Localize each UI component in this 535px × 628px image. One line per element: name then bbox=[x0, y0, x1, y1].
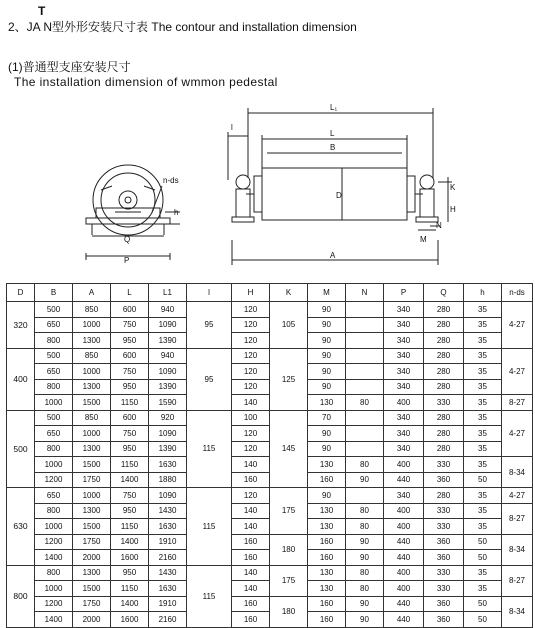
cell-L1: 1090 bbox=[149, 426, 187, 442]
cell-N bbox=[346, 488, 384, 504]
cell-N bbox=[346, 379, 384, 395]
cell-L1: 940 bbox=[149, 348, 187, 364]
cell-K: 105 bbox=[270, 302, 308, 349]
cell-A: 1300 bbox=[73, 503, 111, 519]
cell-M: 90 bbox=[308, 302, 346, 318]
cell-P: 340 bbox=[384, 333, 424, 349]
cell-n-ds: 4-27 bbox=[502, 488, 533, 504]
cell-h: 35 bbox=[464, 503, 502, 519]
cell-h: 35 bbox=[464, 565, 502, 581]
cell-L1: 1390 bbox=[149, 379, 187, 395]
cell-Q: 280 bbox=[424, 488, 464, 504]
label-H: H bbox=[450, 205, 456, 214]
cell-L: 750 bbox=[111, 488, 149, 504]
cell-D: 400 bbox=[7, 348, 35, 410]
cell-B: 1000 bbox=[35, 457, 73, 473]
cell-L1: 1090 bbox=[149, 317, 187, 333]
cell-L: 950 bbox=[111, 503, 149, 519]
cell-A: 850 bbox=[73, 348, 111, 364]
cell-P: 340 bbox=[384, 379, 424, 395]
cell-K: 180 bbox=[270, 596, 308, 627]
cell-Q: 330 bbox=[424, 519, 464, 535]
heading-superscript: T bbox=[38, 4, 46, 18]
col-header: D bbox=[7, 284, 35, 302]
cell-L: 600 bbox=[111, 302, 149, 318]
cell-L1: 1590 bbox=[149, 395, 187, 411]
cell-B: 500 bbox=[35, 410, 73, 426]
col-header: Q bbox=[424, 284, 464, 302]
cell-H: 120 bbox=[232, 441, 270, 457]
cell-L: 750 bbox=[111, 426, 149, 442]
cell-n-ds: 4-27 bbox=[502, 302, 533, 349]
cell-L: 1400 bbox=[111, 596, 149, 612]
cell-H: 140 bbox=[232, 519, 270, 535]
cell-A: 1000 bbox=[73, 364, 111, 380]
cell-A: 850 bbox=[73, 410, 111, 426]
cell-B: 1400 bbox=[35, 550, 73, 566]
cell-h: 35 bbox=[464, 457, 502, 473]
cell-l: 115 bbox=[187, 488, 232, 566]
cell-H: 120 bbox=[232, 488, 270, 504]
cell-M: 160 bbox=[308, 534, 346, 550]
cell-B: 1200 bbox=[35, 596, 73, 612]
cell-N bbox=[346, 348, 384, 364]
cell-l: 115 bbox=[187, 565, 232, 627]
cell-n-ds: 4-27 bbox=[502, 410, 533, 457]
cell-P: 340 bbox=[384, 441, 424, 457]
cell-A: 1500 bbox=[73, 519, 111, 535]
dimension-table bbox=[6, 283, 533, 628]
cell-A: 1300 bbox=[73, 565, 111, 581]
cell-L1: 1630 bbox=[149, 519, 187, 535]
cell-L: 600 bbox=[111, 348, 149, 364]
cell-h: 35 bbox=[464, 379, 502, 395]
label-P: P bbox=[124, 256, 130, 265]
cell-M: 130 bbox=[308, 503, 346, 519]
label-N: N bbox=[436, 221, 442, 230]
cell-N: 80 bbox=[346, 503, 384, 519]
cell-B: 1400 bbox=[35, 612, 73, 628]
cell-H: 140 bbox=[232, 565, 270, 581]
cell-L1: 1430 bbox=[149, 503, 187, 519]
label-L: L bbox=[330, 129, 335, 138]
cell-M: 160 bbox=[308, 550, 346, 566]
subheading-en: The installation dimension of wmmon pedestal bbox=[14, 75, 278, 89]
col-header: N bbox=[346, 284, 384, 302]
cell-P: 400 bbox=[384, 395, 424, 411]
cell-P: 340 bbox=[384, 302, 424, 318]
table-row bbox=[7, 596, 533, 612]
cell-B: 800 bbox=[35, 333, 73, 349]
cell-n-ds: 8-34 bbox=[502, 534, 533, 565]
cell-H: 160 bbox=[232, 612, 270, 628]
cell-B: 1000 bbox=[35, 395, 73, 411]
cell-L1: 1880 bbox=[149, 472, 187, 488]
cell-N: 90 bbox=[346, 472, 384, 488]
cell-N bbox=[346, 441, 384, 457]
cell-M: 90 bbox=[308, 364, 346, 380]
label-l: l bbox=[231, 123, 233, 132]
cell-B: 650 bbox=[35, 317, 73, 333]
cell-M: 130 bbox=[308, 565, 346, 581]
cell-Q: 360 bbox=[424, 596, 464, 612]
cell-h: 35 bbox=[464, 488, 502, 504]
cell-L1: 2160 bbox=[149, 550, 187, 566]
cell-M: 90 bbox=[308, 426, 346, 442]
subheading-cn: (1)普通型支座安装尺寸 bbox=[8, 60, 131, 74]
cell-K: 145 bbox=[270, 410, 308, 488]
col-header: A bbox=[73, 284, 111, 302]
cell-L1: 1390 bbox=[149, 441, 187, 457]
cell-B: 1000 bbox=[35, 519, 73, 535]
cell-n-ds: 8-34 bbox=[502, 596, 533, 627]
cell-L1: 1630 bbox=[149, 581, 187, 597]
cell-P: 400 bbox=[384, 457, 424, 473]
cell-L1: 1430 bbox=[149, 565, 187, 581]
cell-N: 90 bbox=[346, 596, 384, 612]
cell-P: 400 bbox=[384, 581, 424, 597]
cell-A: 2000 bbox=[73, 550, 111, 566]
cell-N bbox=[346, 302, 384, 318]
cell-H: 160 bbox=[232, 596, 270, 612]
cell-L1: 920 bbox=[149, 410, 187, 426]
cell-Q: 330 bbox=[424, 503, 464, 519]
cell-A: 1000 bbox=[73, 317, 111, 333]
cell-h: 35 bbox=[464, 426, 502, 442]
cell-h: 35 bbox=[464, 581, 502, 597]
col-header: M bbox=[308, 284, 346, 302]
cell-Q: 280 bbox=[424, 410, 464, 426]
col-header: L1 bbox=[149, 284, 187, 302]
cell-H: 120 bbox=[232, 317, 270, 333]
cell-L: 950 bbox=[111, 441, 149, 457]
cell-L: 1150 bbox=[111, 457, 149, 473]
cell-B: 800 bbox=[35, 503, 73, 519]
cell-H: 120 bbox=[232, 364, 270, 380]
cell-A: 1000 bbox=[73, 488, 111, 504]
cell-h: 35 bbox=[464, 317, 502, 333]
cell-h: 35 bbox=[464, 519, 502, 535]
cell-L: 950 bbox=[111, 565, 149, 581]
cell-P: 440 bbox=[384, 612, 424, 628]
cell-A: 1750 bbox=[73, 472, 111, 488]
table-header bbox=[7, 284, 533, 302]
cell-Q: 360 bbox=[424, 472, 464, 488]
cell-h: 35 bbox=[464, 410, 502, 426]
cell-K: 175 bbox=[270, 488, 308, 535]
cell-P: 340 bbox=[384, 410, 424, 426]
cell-Q: 280 bbox=[424, 379, 464, 395]
cell-L1: 1630 bbox=[149, 457, 187, 473]
cell-H: 120 bbox=[232, 426, 270, 442]
cell-Q: 280 bbox=[424, 317, 464, 333]
cell-M: 90 bbox=[308, 317, 346, 333]
cell-H: 100 bbox=[232, 410, 270, 426]
cell-H: 160 bbox=[232, 534, 270, 550]
cell-M: 90 bbox=[308, 488, 346, 504]
cell-Q: 360 bbox=[424, 612, 464, 628]
cell-Q: 280 bbox=[424, 364, 464, 380]
label-A: A bbox=[330, 251, 336, 260]
installation-drawing bbox=[0, 90, 535, 275]
cell-n-ds: 4-27 bbox=[502, 348, 533, 395]
cell-A: 1300 bbox=[73, 441, 111, 457]
label-L1: L₁ bbox=[330, 103, 338, 112]
cell-L: 1400 bbox=[111, 534, 149, 550]
cell-M: 130 bbox=[308, 519, 346, 535]
cell-L1: 1090 bbox=[149, 364, 187, 380]
cell-P: 340 bbox=[384, 348, 424, 364]
cell-N: 90 bbox=[346, 550, 384, 566]
cell-Q: 280 bbox=[424, 441, 464, 457]
cell-M: 130 bbox=[308, 457, 346, 473]
cell-A: 1300 bbox=[73, 333, 111, 349]
cell-B: 800 bbox=[35, 379, 73, 395]
cell-A: 1300 bbox=[73, 379, 111, 395]
cell-L: 950 bbox=[111, 379, 149, 395]
cell-L: 1150 bbox=[111, 581, 149, 597]
header-row bbox=[7, 284, 533, 302]
cell-A: 1750 bbox=[73, 534, 111, 550]
heading-prefix: 2、JA bbox=[8, 20, 41, 34]
table-row bbox=[7, 565, 533, 581]
cell-N bbox=[346, 364, 384, 380]
cell-M: 160 bbox=[308, 596, 346, 612]
cell-M: 130 bbox=[308, 581, 346, 597]
cell-n-ds: 8-27 bbox=[502, 503, 533, 534]
cell-L: 750 bbox=[111, 364, 149, 380]
label-D: D bbox=[336, 191, 342, 200]
cell-L: 1600 bbox=[111, 550, 149, 566]
cell-M: 160 bbox=[308, 612, 346, 628]
cell-L: 600 bbox=[111, 410, 149, 426]
cell-l: 115 bbox=[187, 410, 232, 488]
cell-N bbox=[346, 317, 384, 333]
label-K: K bbox=[450, 183, 456, 192]
cell-Q: 330 bbox=[424, 565, 464, 581]
cell-N: 80 bbox=[346, 457, 384, 473]
cell-B: 800 bbox=[35, 565, 73, 581]
cell-K: 175 bbox=[270, 565, 308, 596]
cell-B: 1200 bbox=[35, 472, 73, 488]
cell-P: 400 bbox=[384, 503, 424, 519]
cell-h: 35 bbox=[464, 441, 502, 457]
table-row bbox=[7, 410, 533, 426]
cell-M: 130 bbox=[308, 395, 346, 411]
cell-h: 50 bbox=[464, 534, 502, 550]
cell-B: 650 bbox=[35, 488, 73, 504]
label-h: h bbox=[174, 208, 179, 217]
col-header: n-ds bbox=[502, 284, 533, 302]
cell-Q: 360 bbox=[424, 550, 464, 566]
cell-N: 90 bbox=[346, 612, 384, 628]
cell-Q: 330 bbox=[424, 395, 464, 411]
cell-H: 140 bbox=[232, 503, 270, 519]
cell-D: 320 bbox=[7, 302, 35, 349]
cell-L: 1150 bbox=[111, 519, 149, 535]
col-header: B bbox=[35, 284, 73, 302]
cell-P: 340 bbox=[384, 364, 424, 380]
cell-h: 35 bbox=[464, 348, 502, 364]
cell-L1: 1090 bbox=[149, 488, 187, 504]
cell-h: 50 bbox=[464, 612, 502, 628]
cell-L1: 940 bbox=[149, 302, 187, 318]
label-n-ds: n-ds bbox=[163, 176, 179, 185]
cell-L: 1150 bbox=[111, 395, 149, 411]
cell-B: 500 bbox=[35, 302, 73, 318]
cell-h: 35 bbox=[464, 302, 502, 318]
cell-h: 35 bbox=[464, 364, 502, 380]
cell-Q: 280 bbox=[424, 426, 464, 442]
page-heading bbox=[8, 4, 357, 35]
cell-H: 140 bbox=[232, 457, 270, 473]
cell-n-ds: 8-27 bbox=[502, 395, 533, 411]
cell-B: 1200 bbox=[35, 534, 73, 550]
label-M: M bbox=[420, 235, 427, 244]
cell-N bbox=[346, 410, 384, 426]
cell-N: 90 bbox=[346, 534, 384, 550]
cell-B: 650 bbox=[35, 426, 73, 442]
cell-D: 800 bbox=[7, 565, 35, 627]
cell-N bbox=[346, 333, 384, 349]
col-header: l bbox=[187, 284, 232, 302]
cell-H: 140 bbox=[232, 395, 270, 411]
cell-L1: 1910 bbox=[149, 534, 187, 550]
cell-P: 340 bbox=[384, 426, 424, 442]
cell-H: 120 bbox=[232, 333, 270, 349]
cell-P: 440 bbox=[384, 596, 424, 612]
cell-B: 1000 bbox=[35, 581, 73, 597]
cell-P: 340 bbox=[384, 488, 424, 504]
cell-Q: 360 bbox=[424, 534, 464, 550]
cell-h: 50 bbox=[464, 550, 502, 566]
cell-L1: 2160 bbox=[149, 612, 187, 628]
cell-P: 440 bbox=[384, 534, 424, 550]
cell-Q: 330 bbox=[424, 581, 464, 597]
cell-P: 400 bbox=[384, 519, 424, 535]
cell-M: 70 bbox=[308, 410, 346, 426]
cell-h: 50 bbox=[464, 472, 502, 488]
cell-B: 500 bbox=[35, 348, 73, 364]
cell-h: 50 bbox=[464, 596, 502, 612]
table-row bbox=[7, 534, 533, 550]
cell-M: 90 bbox=[308, 379, 346, 395]
cell-N: 80 bbox=[346, 395, 384, 411]
cell-A: 850 bbox=[73, 302, 111, 318]
cell-A: 1500 bbox=[73, 581, 111, 597]
cell-L: 950 bbox=[111, 333, 149, 349]
cell-K: 125 bbox=[270, 348, 308, 410]
cell-Q: 280 bbox=[424, 333, 464, 349]
cell-H: 160 bbox=[232, 472, 270, 488]
col-header: h bbox=[464, 284, 502, 302]
cell-L: 1600 bbox=[111, 612, 149, 628]
cell-l: 95 bbox=[187, 348, 232, 410]
cell-L: 750 bbox=[111, 317, 149, 333]
col-header: H bbox=[232, 284, 270, 302]
table-row bbox=[7, 302, 533, 318]
cell-N bbox=[346, 426, 384, 442]
cell-H: 120 bbox=[232, 379, 270, 395]
cell-n-ds: 8-34 bbox=[502, 457, 533, 488]
cell-D: 630 bbox=[7, 488, 35, 566]
col-header: L bbox=[111, 284, 149, 302]
cell-n-ds: 8-27 bbox=[502, 565, 533, 596]
cell-h: 35 bbox=[464, 333, 502, 349]
cell-N: 80 bbox=[346, 565, 384, 581]
cell-D: 500 bbox=[7, 410, 35, 488]
label-B: B bbox=[330, 143, 336, 152]
cell-K: 180 bbox=[270, 534, 308, 565]
cell-L1: 1910 bbox=[149, 596, 187, 612]
heading-main: N型外形安装尺寸表 The contour and installation dimension bbox=[43, 20, 357, 34]
cell-A: 1500 bbox=[73, 457, 111, 473]
cell-P: 400 bbox=[384, 565, 424, 581]
cell-A: 1000 bbox=[73, 426, 111, 442]
col-header: K bbox=[270, 284, 308, 302]
cell-B: 800 bbox=[35, 441, 73, 457]
cell-H: 160 bbox=[232, 550, 270, 566]
table-row bbox=[7, 348, 533, 364]
table-row bbox=[7, 488, 533, 504]
cell-M: 90 bbox=[308, 348, 346, 364]
front-view bbox=[228, 108, 452, 265]
cell-Q: 330 bbox=[424, 457, 464, 473]
cell-N: 80 bbox=[346, 581, 384, 597]
cell-Q: 280 bbox=[424, 348, 464, 364]
cell-B: 650 bbox=[35, 364, 73, 380]
cell-H: 120 bbox=[232, 302, 270, 318]
cell-H: 120 bbox=[232, 348, 270, 364]
cell-A: 1500 bbox=[73, 395, 111, 411]
cell-Q: 280 bbox=[424, 302, 464, 318]
cell-L1: 1390 bbox=[149, 333, 187, 349]
table-body bbox=[7, 302, 533, 628]
cell-P: 440 bbox=[384, 550, 424, 566]
cell-M: 90 bbox=[308, 333, 346, 349]
cell-L: 1400 bbox=[111, 472, 149, 488]
cell-A: 1750 bbox=[73, 596, 111, 612]
cell-P: 440 bbox=[384, 472, 424, 488]
cell-M: 90 bbox=[308, 441, 346, 457]
cell-h: 35 bbox=[464, 395, 502, 411]
cell-l: 95 bbox=[187, 302, 232, 349]
cell-A: 2000 bbox=[73, 612, 111, 628]
cell-P: 340 bbox=[384, 317, 424, 333]
cell-H: 140 bbox=[232, 581, 270, 597]
col-header: P bbox=[384, 284, 424, 302]
cell-N: 80 bbox=[346, 519, 384, 535]
cell-M: 160 bbox=[308, 472, 346, 488]
label-Q: Q bbox=[124, 235, 131, 244]
